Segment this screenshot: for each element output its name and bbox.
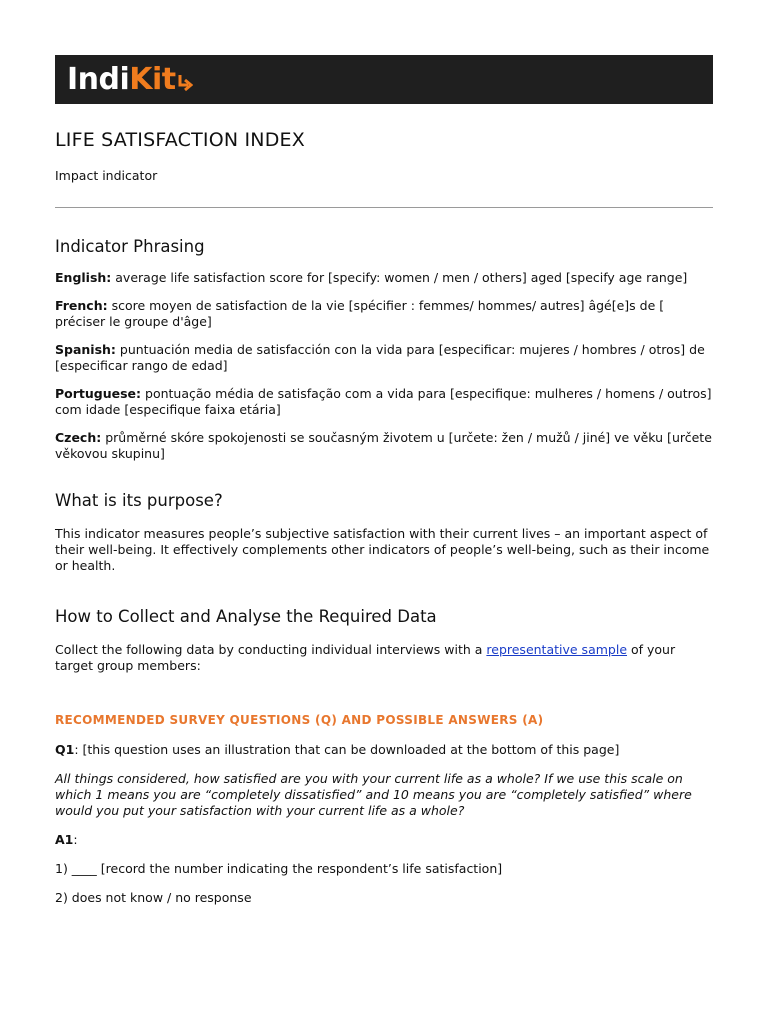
section-heading-purpose: What is its purpose? (55, 491, 223, 510)
phrasing-text: average life satisfaction score for [specify: women / men / others] aged [specify age range] (111, 270, 688, 285)
collect-text-before: Collect the following data by conducting individual interviews with a (55, 642, 487, 657)
answer-option-2: 2) does not know / no response (55, 890, 252, 905)
question-label: Q1 (55, 742, 75, 757)
phrasing-text: score moyen de satisfaction de la vie [spécifier : femmes/ hommes/ autres] âgé[e]s de [ préciser le groupe d'âge] (55, 298, 665, 329)
phrasing-list (55, 270, 713, 462)
language-label: French: (55, 298, 108, 313)
phrasing-english (55, 270, 713, 286)
indikit-banner (55, 55, 713, 104)
divider (55, 207, 713, 208)
phrasing-text: puntuación media de satisfacción con la vida para [especificar: mujeres / hombres / otros] de [especificar rango de edad] (55, 342, 705, 373)
collect-paragraph (55, 642, 713, 674)
logo-text-indi: Indi (67, 61, 130, 97)
phrasing-spanish (55, 342, 713, 374)
answer-option-1: 1) ____ [record the number indicating the respondent’s life satisfaction] (55, 861, 503, 876)
language-label: English: (55, 270, 112, 285)
phrasing-text: průměrné skóre spokojenosti se současným životem u [určete: žen / mužů / jiné] ve věku [určete věkovou skupinu] (55, 430, 712, 461)
language-label: Czech: (55, 430, 102, 445)
language-label: Spanish: (55, 342, 116, 357)
phrasing-portuguese (55, 386, 713, 418)
logo-text-kit: Kit (129, 61, 176, 97)
phrasing-text: pontuação média de satisfação com a vida para [especifique: mulheres / homens / outros] com idade [especifique faixa etária] (55, 386, 712, 417)
phrasing-czech (55, 430, 713, 462)
indikit-logo[interactable] (67, 61, 193, 97)
question-1-text: All things considered, how satisfied are you with your current life as a whole? If we use this scale on which 1 means you are “completely dissatisfied” and 10 means you are “completely satisfied” where would you put your satisfaction with your current life as a whole? (55, 771, 692, 818)
page-title: LIFE SATISFACTION INDEX (55, 129, 305, 151)
answer-colon: : (73, 832, 78, 847)
section-heading-phrasing: Indicator Phrasing (55, 237, 205, 256)
answer-label: A1 (55, 832, 74, 847)
collect-text-after: of your target group members: (55, 642, 676, 673)
logo-arrow-icon (177, 75, 193, 93)
purpose-paragraph: This indicator measures people’s subjective satisfaction with their current lives – an important aspect of their well-being. It effectively complements other indicators of people’s well-being, such as their income or health. (55, 526, 710, 573)
language-label: Portuguese: (55, 386, 142, 401)
question-1 (55, 742, 713, 758)
representative-sample-link[interactable]: representative sample (486, 642, 628, 657)
document-page (55, 55, 713, 906)
section-heading-collect: How to Collect and Analyse the Required Data (55, 607, 437, 626)
phrasing-french (55, 298, 713, 330)
question-note: : [this question uses an illustration that can be downloaded at the bottom of this page] (74, 742, 620, 757)
indicator-type: Impact indicator (55, 168, 158, 183)
answer-1 (55, 832, 713, 848)
survey-questions-heading: RECOMMENDED SURVEY QUESTIONS (Q) AND POSSIBLE ANSWERS (A) (55, 713, 544, 727)
